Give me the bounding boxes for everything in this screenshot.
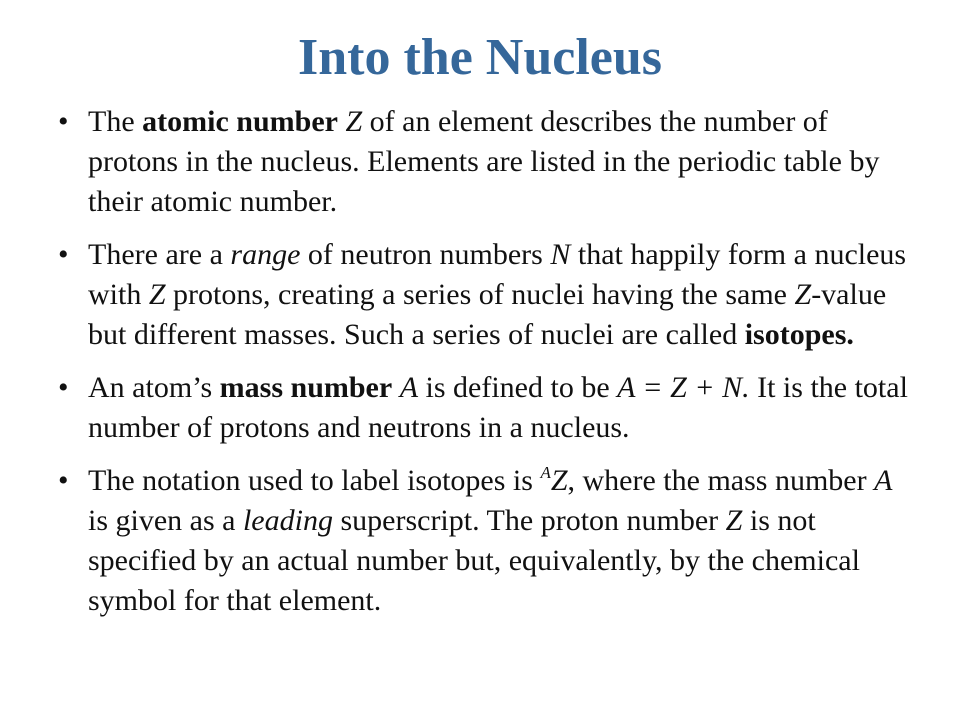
bullet-text xyxy=(88,238,906,351)
bold-term: isotopes. xyxy=(744,318,854,351)
text-run: that happily form a nucleus with xyxy=(88,238,907,311)
text-run: The notation used to label isotopes is xyxy=(88,464,541,497)
text-run: of an element describes the number of protons in the nucleus. Elements are listed in the periodic table by their atomic number. xyxy=(88,105,880,218)
text-run: It is the total number of protons and neutrons in a nucleus. xyxy=(88,371,908,444)
bullet-item xyxy=(58,368,908,448)
text-run: An atom’s xyxy=(88,371,220,404)
bullet-dot: • xyxy=(58,464,69,497)
italic-term: N xyxy=(550,238,571,271)
italic-term: Z xyxy=(148,278,166,311)
italic-term: A xyxy=(874,464,893,497)
italic-term: Z xyxy=(550,464,568,497)
text-run: protons, creating a series of nuclei having the same xyxy=(165,278,795,311)
italic-term: A xyxy=(399,371,419,404)
bold-term: atomic number xyxy=(142,105,338,138)
italic-term: Z xyxy=(794,278,812,311)
bullet-text xyxy=(88,371,908,444)
bullet-dot: • xyxy=(58,105,69,138)
bullet-item xyxy=(58,102,908,222)
text-run: , where the mass number xyxy=(567,464,875,497)
text-run: superscript. The proton number xyxy=(332,504,726,537)
bullet-list xyxy=(58,102,908,634)
text-run: of neutron numbers xyxy=(300,238,551,271)
slide-title: Into the Nucleus xyxy=(297,29,663,86)
bullet-item xyxy=(58,461,908,621)
text-run: is given as a xyxy=(88,504,243,537)
italic-term: Z xyxy=(345,105,363,138)
text-run: -value but different masses. Such a series of nuclei are called xyxy=(88,278,887,351)
bullet-text xyxy=(88,464,892,617)
italic-term: Z xyxy=(725,504,743,537)
superscript: A xyxy=(540,463,551,482)
italic-term: range xyxy=(230,238,301,271)
bullet-dot: • xyxy=(58,238,69,271)
text-run: The xyxy=(88,105,143,138)
italic-term: leading xyxy=(242,504,333,537)
bullet-item xyxy=(58,235,908,355)
text-run: is defined to be xyxy=(418,371,618,404)
text-run: is not specified by an actual number but, equivalently, by the chemical symbol for that element. xyxy=(88,504,860,617)
text-run xyxy=(392,371,400,404)
bullet-text xyxy=(88,105,879,218)
italic-term: A = Z + N. xyxy=(617,371,750,404)
bullet-dot: • xyxy=(58,371,69,404)
text-run: There are a xyxy=(88,238,231,271)
bold-term: mass number xyxy=(219,371,393,404)
